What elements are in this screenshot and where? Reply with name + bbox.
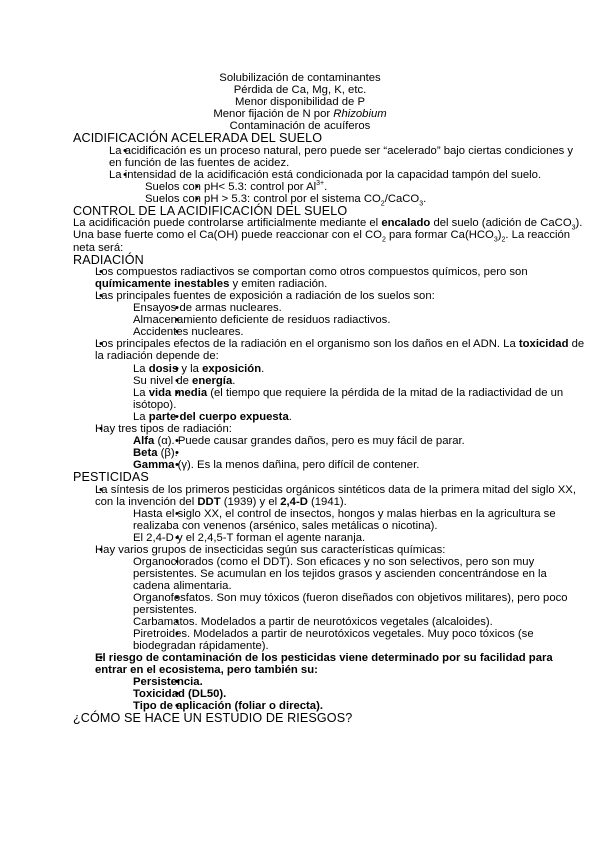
list-item: • Accidentes nucleares. xyxy=(133,326,585,338)
list-item: • La intensidad de la acidificación está condicionada por la capacidad tampón del suelo. • Suelos con pH< 5.3: control por $Al^{3+}$. • Suelos con pH > 5.3: control por el sistema $CO_2/CaCO_3$. xyxy=(109,169,585,205)
radiacion-list xyxy=(73,266,585,471)
list-item: • Piretroides. Modelados a partir de neurotóxicos vegetales. Muy poco tóxicos (se biodegradan rápidamente). xyxy=(133,628,585,652)
insecticide-groups-sublist xyxy=(95,556,585,652)
list-item: • Su nivel de energía. xyxy=(133,375,585,387)
list-item: • La síntesis de los primeros pesticidas orgánicos sintéticos data de la primera mitad del siglo XX, con la invención del DDT (1939) y el 2,4-D (1941). • Hasta el siglo XX, el control de insectos, hongos y malas hierbas en la agricultura se realizaba con venenos (arsénico, sales metálicas o nicotina). • El 2,4-D y el 2,4,5-T forman el agente naranja. xyxy=(95,484,585,544)
list-item: • Ensayos de armas nucleares. xyxy=(133,302,585,314)
list-item: • Los compuestos radiactivos se comportan como otros compuestos químicos, pero son químicamente inestables y emiten radiación. xyxy=(95,266,585,290)
radiation-types-sublist xyxy=(95,435,585,471)
paragraph: Una base fuerte como el Ca(OH) puede reaccionar con el $CO_2$ para formar $Ca(HCO_3)_2$. La reacción neta será: xyxy=(73,229,571,254)
list-item: • La vida media (el tiempo que requiere la pérdida de la mitad de la radiactividad de un isótopo). xyxy=(133,387,585,411)
intro-line: Menor fijación de N por Rhizobium xyxy=(213,108,387,121)
risk-factors-sublist xyxy=(95,676,585,712)
list-item: • La parte del cuerpo expuesta. xyxy=(133,411,585,423)
list-item: • Hay varios grupos de insecticidas según sus características químicas: • Organoclorados (como el DDT). Son eficaces y no son selectivos, pero son muy persistentes. Se acumulan en los tejidos grasos y ascienden concentrándose en la cadena alimentaria. • Organofosfatos. Son muy tóxicos (fueron diseñados con objetivos militares), pero poco persistentes. • Carbamatos. Modelados a partir de neurotóxicos vegetales (alcaloides). • Piretroides. Modelados a partir de neurotóxicos vegetales. Muy poco tóxicos (se biodegradan rápidamente). xyxy=(95,544,585,652)
intro-line: Solubilización de contaminantes xyxy=(219,72,381,84)
list-item: • Hasta el siglo XX, el control de insectos, hongos y malas hierbas en la agricultura se realizaba con venenos (arsénico, sales metálicas o nicotina). xyxy=(133,508,585,532)
list-item: • El riesgo de contaminación de los pesticidas viene determinado por su facilidad para entrar en el ecosistema, pero también su: • Persistencia. • Toxicidad (DL50). • Tipo de aplicación (foliar o directa). xyxy=(95,652,585,712)
intro-effects-list xyxy=(100,72,500,132)
section-heading-radiacion: RADIACIÓN xyxy=(73,252,144,267)
list-item: • Gamma (γ). Es la menos dañina, pero difícil de contener. xyxy=(133,459,585,471)
list-item: • Persistencia. xyxy=(133,676,585,688)
sources-sublist xyxy=(95,302,585,338)
list-item: • Suelos con pH > 5.3: control por el sistema $CO_2/CaCO_3$. xyxy=(145,193,585,205)
list-item: • Beta (β). xyxy=(133,447,585,459)
paragraph: La acidificación puede controlarse artificialmente mediante el encalado del suelo (adición de CaCO$_3$). xyxy=(73,217,583,232)
section-heading-control: CONTROL DE LA ACIDIFICACIÓN DEL SUELO xyxy=(73,203,348,218)
list-item: • El 2,4-D y el 2,4,5-T forman el agente naranja. xyxy=(133,532,585,544)
list-item: • Las principales fuentes de exposición a radiación de los suelos son: • Ensayos de armas nucleares. • Almacenamiento deficiente de residuos radiactivos. • Accidentes nucleares. xyxy=(95,290,585,338)
intro-line: Contaminación de acuíferos xyxy=(229,120,371,133)
intro-line: Menor disponibilidad de P xyxy=(235,96,365,109)
ph-control-sublist xyxy=(109,179,585,208)
list-item: • Hay tres tipos de radiación: • Alfa (α). Puede causar grandes daños, pero es muy fácil de parar. • Beta (β). • Gamma (γ). Es la menos dañina, pero difícil de contener. xyxy=(95,423,585,471)
section-heading-riesgos: ¿CÓMO SE HACE UN ESTUDIO DE RIESGOS? xyxy=(73,711,353,726)
list-item: • Los principales efectos de la radiación en el organismo son los daños en el ADN. La toxicidad de la radiación depende de: • La dosis y la exposición. • Su nivel de energía. • La vida media (el tiempo que requiere la pérdida de la mitad de la radiactividad de un isótopo). • La parte del cuerpo expuesta. xyxy=(95,338,585,422)
list-item: • Tipo de aplicación (foliar o directa). xyxy=(133,700,585,712)
list-item: • La dosis y la exposición. xyxy=(133,363,585,375)
list-item: • Almacenamiento deficiente de residuos radiactivos. xyxy=(133,314,585,326)
list-item: • Carbamatos. Modelados a partir de neurotóxicos vegetales (alcaloides). xyxy=(133,616,585,628)
history-sublist xyxy=(95,508,585,544)
section-heading-acidificacion: ACIDIFICACIÓN ACELERADA DEL SUELO xyxy=(73,131,323,145)
document-body xyxy=(73,132,585,725)
list-item: • Suelos con pH< 5.3: control por $Al^{3+}$. xyxy=(145,181,585,193)
list-item: • Toxicidad (DL50). xyxy=(133,688,585,700)
rhizobium-italic: Rhizobium xyxy=(333,108,387,121)
list-item: • Alfa (α). Puede causar grandes daños, pero es muy fácil de parar. xyxy=(133,435,585,447)
intro-line: Pérdida de Ca, Mg, K, etc. xyxy=(233,84,367,97)
list-item: • Organofosfatos. Son muy tóxicos (fueron diseñados con objetivos militares), pero poco persistentes. xyxy=(133,592,585,616)
list-item: • Organoclorados (como el DDT). Son eficaces y no son selectivos, pero son muy persistentes. Se acumulan en los tejidos grasos y ascienden concentrándose en la cadena alimentaria. xyxy=(133,556,585,592)
pesticidas-list xyxy=(73,484,585,713)
acidificacion-list xyxy=(73,144,585,208)
list-item: • La acidificación es un proceso natural, pero puede ser “acelerado” bajo ciertas condiciones y en función de las fuentes de acidez. xyxy=(109,145,585,169)
toxicity-factors-sublist xyxy=(95,363,585,423)
section-heading-pesticidas: PESTICIDAS xyxy=(73,469,149,484)
